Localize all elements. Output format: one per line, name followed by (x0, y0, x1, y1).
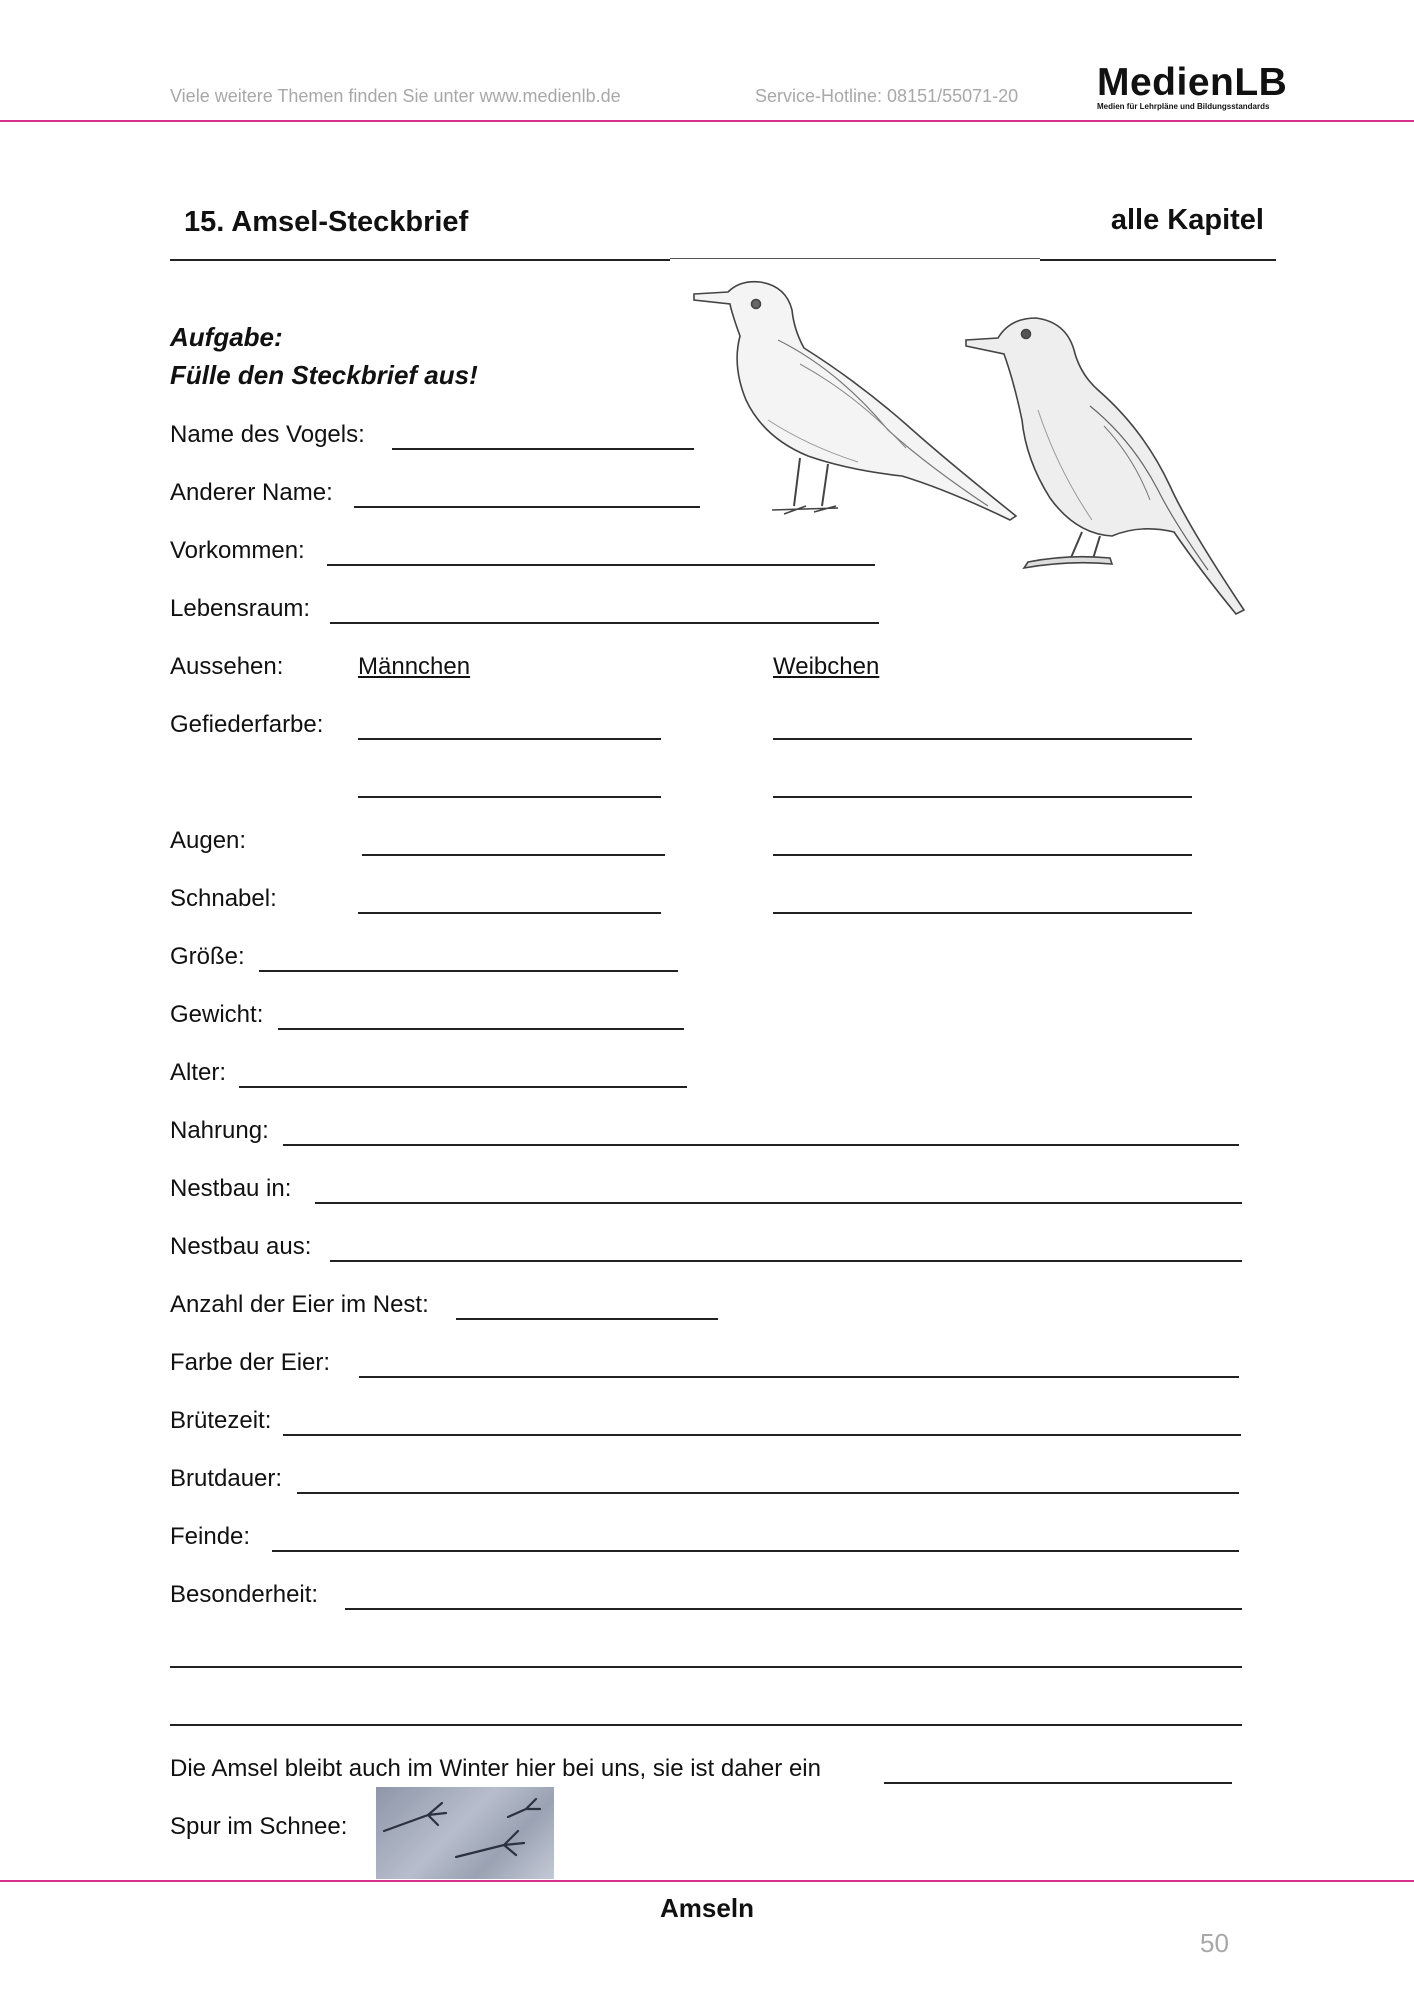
plumage-male-line-2[interactable] (358, 796, 661, 798)
footer-divider (0, 1880, 1414, 1882)
title-rule-left (170, 259, 670, 261)
bird-left (694, 282, 1016, 520)
breeding-time-label: Brütezeit: (170, 1407, 272, 1434)
plumage-male-line-1[interactable] (358, 738, 661, 740)
egg-count-label: Anzahl der Eier im Nest: (170, 1291, 429, 1318)
occurrence-answer-line[interactable] (327, 564, 875, 566)
beak-label: Schnabel: (170, 885, 277, 912)
title-rule-right (1040, 259, 1276, 261)
nest-in-answer-line[interactable] (315, 1202, 1242, 1204)
beak-female-line[interactable] (773, 912, 1192, 914)
enemies-answer-line[interactable] (272, 1550, 1239, 1552)
footprint-icon (376, 1787, 554, 1879)
food-answer-line[interactable] (283, 1144, 1239, 1146)
nest-from-label: Nestbau aus: (170, 1233, 312, 1260)
task-heading: Aufgabe: (170, 322, 283, 352)
habitat-answer-line[interactable] (330, 622, 879, 624)
breeding-duration-answer-line[interactable] (297, 1492, 1239, 1494)
female-column-heading: Weibchen (773, 653, 880, 680)
appearance-label: Aussehen: (170, 653, 284, 680)
special-answer-line-3[interactable] (170, 1724, 1242, 1726)
blackbird-illustration (688, 270, 1274, 630)
logo-text: MedienLB (1097, 61, 1288, 104)
other-name-label: Anderer Name: (170, 479, 333, 506)
male-column-heading: Männchen (358, 653, 471, 680)
enemies-label: Feinde: (170, 1523, 251, 1550)
egg-count-answer-line[interactable] (456, 1318, 718, 1320)
nest-from-answer-line[interactable] (330, 1260, 1242, 1262)
size-label: Größe: (170, 943, 245, 970)
habitat-label: Lebensraum: (170, 595, 311, 622)
logo-subtext: Medien für Lehrpläne und Bildungsstandards (1097, 102, 1270, 111)
header-website-text: Viele weitere Themen finden Sie unter www.medienlb.de (170, 86, 621, 106)
special-label: Besonderheit: (170, 1581, 319, 1608)
plumage-label: Gefiederfarbe: (170, 711, 324, 738)
breeding-time-answer-line[interactable] (283, 1434, 1241, 1436)
egg-color-label: Farbe der Eier: (170, 1349, 331, 1376)
egg-color-answer-line[interactable] (359, 1376, 1239, 1378)
header-divider (0, 120, 1414, 122)
occurrence-label: Vorkommen: (170, 537, 305, 564)
eyes-label: Augen: (170, 827, 247, 854)
size-answer-line[interactable] (259, 970, 678, 972)
page-number: 50 (1200, 1928, 1229, 1958)
track-label: Spur im Schnee: (170, 1813, 348, 1840)
header-hotline-text: Service-Hotline: 08151/55071-20 (755, 86, 1019, 106)
beak-male-line[interactable] (358, 912, 661, 914)
age-label: Alter: (170, 1059, 227, 1086)
footer-title: Amseln (660, 1893, 754, 1923)
title-rule-middle (670, 258, 1040, 259)
winter-answer-line[interactable] (884, 1782, 1232, 1784)
page-title: 15. Amsel-Steckbrief (184, 206, 469, 238)
plumage-female-line-2[interactable] (773, 796, 1192, 798)
special-answer-line-1[interactable] (345, 1608, 1242, 1610)
nest-in-label: Nestbau in: (170, 1175, 292, 1202)
eyes-female-line[interactable] (773, 854, 1192, 856)
special-answer-line-2[interactable] (170, 1666, 1242, 1668)
name-answer-line[interactable] (392, 448, 694, 450)
chapter-label: alle Kapitel (1110, 204, 1264, 236)
breeding-duration-label: Brutdauer: (170, 1465, 283, 1492)
plumage-female-line-1[interactable] (773, 738, 1192, 740)
age-answer-line[interactable] (239, 1086, 687, 1088)
food-label: Nahrung: (170, 1117, 269, 1144)
bird-right (966, 318, 1244, 614)
task-instruction: Fülle den Steckbrief aus! (170, 360, 478, 390)
eyes-male-line[interactable] (362, 854, 665, 856)
medienlb-logo (1097, 61, 1293, 112)
name-label: Name des Vogels: (170, 421, 365, 448)
weight-answer-line[interactable] (278, 1028, 684, 1030)
weight-label: Gewicht: (170, 1001, 264, 1028)
winter-sentence: Die Amsel bleibt auch im Winter hier bei uns, sie ist daher ein (170, 1755, 821, 1782)
other-name-answer-line[interactable] (354, 506, 700, 508)
snow-track-image (376, 1787, 554, 1879)
